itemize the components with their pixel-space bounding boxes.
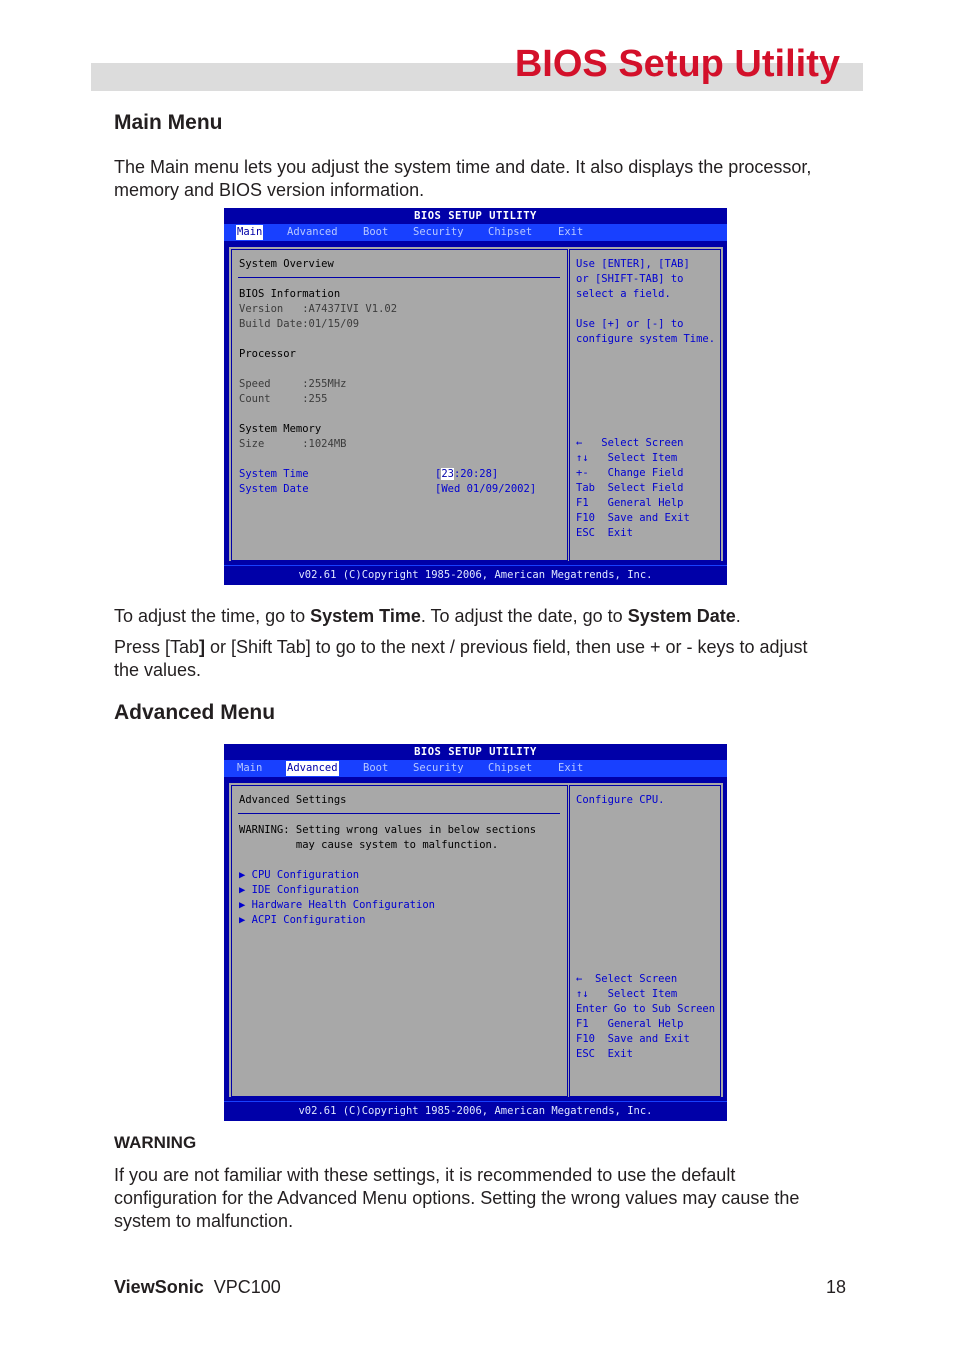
- text-run: Press [Tab: [114, 637, 200, 657]
- help-line-4: Use [+] or [-] to: [576, 318, 684, 330]
- bios-copyright: v02.61 (C)Copyright 1985-2006, American Megatrends, Inc.: [224, 567, 727, 583]
- bios-information: BIOS Information: [239, 288, 341, 300]
- key-desc: Exit: [594, 1048, 633, 1060]
- bios-build-date: Build Date:01/15/09: [239, 318, 360, 330]
- page-number: 18: [825, 1277, 846, 1297]
- warning-title: WARNING: [114, 1133, 197, 1152]
- help-line-1: Configure CPU.: [576, 794, 665, 806]
- separator: [238, 813, 560, 814]
- bios-menubar: [224, 224, 727, 241]
- key-hint: [576, 1018, 683, 1031]
- system-overview: System Overview: [239, 258, 334, 270]
- key-desc: Select Item: [588, 988, 678, 1000]
- footer-bar: [224, 1101, 727, 1102]
- bios-left-pane: [231, 785, 568, 1097]
- time-bracket: [: [435, 468, 442, 480]
- key-hint: [576, 527, 633, 540]
- ide-configuration-item[interactable]: ▶ IDE Configuration: [239, 884, 360, 896]
- help-line-2: or [SHIFT-TAB] to: [576, 273, 684, 285]
- text-run: To adjust the time, go to: [114, 606, 311, 626]
- bios-help-pane: [569, 785, 721, 1097]
- bios-version: Version :A7437IVI V1.02: [239, 303, 398, 315]
- key-f1: F1: [576, 497, 589, 509]
- main-menu-heading: Main Menu: [114, 111, 223, 134]
- key-f10: F10: [576, 1033, 595, 1045]
- text-run: . To adjust the date, go to: [420, 606, 628, 626]
- warning-line-2: may cause system to malfunction.: [239, 839, 499, 851]
- menu-main: Main: [237, 226, 263, 238]
- key-hint: [576, 452, 677, 465]
- cpu-configuration-item[interactable]: ▶ CPU Configuration: [239, 869, 360, 881]
- key-updown-arrows: ↑↓: [576, 988, 589, 1000]
- bios-copyright: v02.61 (C)Copyright 1985-2006, American Megatrends, Inc.: [224, 1103, 727, 1119]
- key-desc: Select Screen: [582, 973, 678, 985]
- system-time-label[interactable]: System Time: [239, 468, 309, 480]
- system-time-ref: System Time: [310, 606, 421, 626]
- key-hint: [576, 482, 683, 495]
- warning-text: If you are not familiar with these settings, it is recommended to use the default configuration for the Advanced Menu options. Setting the wrong values may cause the system to malfunction.: [114, 1165, 800, 1231]
- menu-exit: Exit: [558, 762, 584, 774]
- system-date-ref: System Date: [627, 606, 736, 626]
- advanced-menu-heading: Advanced Menu: [114, 701, 276, 724]
- key-desc: Save and Exit: [594, 512, 690, 524]
- key-desc: Select Screen: [582, 437, 684, 449]
- key-esc: ESC: [576, 1048, 595, 1060]
- key-desc: General Help: [588, 1018, 684, 1030]
- key-hint: [576, 1033, 690, 1046]
- bios-title: BIOS SETUP UTILITY: [414, 746, 537, 758]
- system-date-label[interactable]: System Date: [239, 483, 309, 495]
- bios-title: BIOS SETUP UTILITY: [414, 210, 537, 222]
- adjust-time-paragraph: [114, 605, 834, 628]
- key-desc: Change Field: [588, 467, 684, 479]
- footer-brand: [114, 1277, 281, 1298]
- menu-advanced: Advanced: [287, 226, 338, 238]
- press-tab-paragraph: [114, 636, 834, 682]
- main-menu-intro: The Main menu lets you adjust the system time and date. It also displays the processor, memory and BIOS version information.: [114, 157, 812, 200]
- warning-line-1: WARNING: Setting wrong values in below sections: [239, 824, 537, 836]
- time-cursor: 23: [441, 468, 454, 480]
- key-desc: Exit: [594, 527, 633, 539]
- menu-main: Main: [237, 762, 263, 774]
- separator: [238, 277, 560, 278]
- key-esc: ESC: [576, 527, 595, 539]
- menu-security: Security: [413, 226, 464, 238]
- hardware-health-configuration-item[interactable]: ▶ Hardware Health Configuration: [239, 899, 435, 911]
- brand-name: ViewSonic: [114, 1277, 204, 1297]
- key-hint: [576, 1048, 633, 1061]
- menu-advanced: Advanced: [287, 762, 338, 774]
- key-hint: [576, 467, 683, 480]
- key-plus-minus: +-: [576, 467, 589, 479]
- menu-boot: Boot: [363, 762, 389, 774]
- key-hint: [576, 1003, 715, 1016]
- text-run: or [Shift Tab] to go to the next / previous field, then use + or - keys to adjust the values.: [114, 637, 808, 680]
- bios-help-pane: [569, 249, 721, 561]
- key-hint: [576, 497, 683, 510]
- bracket-bold: ]: [199, 637, 206, 657]
- key-hint: [576, 512, 690, 525]
- key-tab: Tab: [576, 482, 595, 494]
- menu-boot: Boot: [363, 226, 389, 238]
- bios-main-screenshot: [224, 208, 727, 585]
- system-memory-heading: System Memory: [239, 423, 322, 435]
- key-enter: Enter: [576, 1003, 608, 1015]
- text-run: .: [735, 606, 741, 626]
- footer-bar: [224, 565, 727, 566]
- menu-chipset: Chipset: [488, 226, 533, 238]
- key-left-arrow: ←: [576, 437, 583, 449]
- processor-count: Count :255: [239, 393, 328, 405]
- menu-chipset: Chipset: [488, 762, 533, 774]
- help-line-1: Use [ENTER], [TAB]: [576, 258, 690, 270]
- advanced-settings: Advanced Settings: [239, 794, 347, 806]
- bios-panel: [228, 782, 724, 1098]
- menu-exit: Exit: [558, 226, 584, 238]
- key-hint: [576, 437, 683, 450]
- key-desc: Go to Sub Screen: [607, 1003, 716, 1015]
- key-f1: F1: [576, 1018, 589, 1030]
- bios-panel: [228, 246, 724, 562]
- key-desc: General Help: [588, 497, 684, 509]
- system-time-value[interactable]: [435, 468, 498, 481]
- key-desc: Select Field: [594, 482, 684, 494]
- time-rest: :20:28]: [453, 468, 499, 480]
- memory-size: Size :1024MB: [239, 438, 347, 450]
- model-name: VPC100: [213, 1277, 281, 1297]
- key-f10: F10: [576, 512, 595, 524]
- help-line-3: select a field.: [576, 288, 671, 300]
- key-hint: [576, 988, 677, 1001]
- menu-security: Security: [413, 762, 464, 774]
- page-title: BIOS Setup Utility: [514, 43, 840, 85]
- key-updown-arrows: ↑↓: [576, 452, 589, 464]
- acpi-configuration-item[interactable]: ▶ ACPI Configuration: [239, 914, 366, 926]
- key-desc: Select Item: [588, 452, 678, 464]
- key-left-arrow: ←: [576, 973, 583, 985]
- system-date-value[interactable]: [Wed 01/09/2002]: [435, 483, 537, 495]
- processor-speed: Speed :255MHz: [239, 378, 347, 390]
- processor-heading: Processor: [239, 348, 296, 360]
- bios-menubar: [224, 760, 727, 777]
- key-hint: [576, 973, 677, 986]
- key-desc: Save and Exit: [594, 1033, 690, 1045]
- help-line-5: configure system Time.: [576, 333, 716, 345]
- bios-advanced-screenshot: [224, 744, 727, 1121]
- bios-left-pane: [231, 249, 568, 561]
